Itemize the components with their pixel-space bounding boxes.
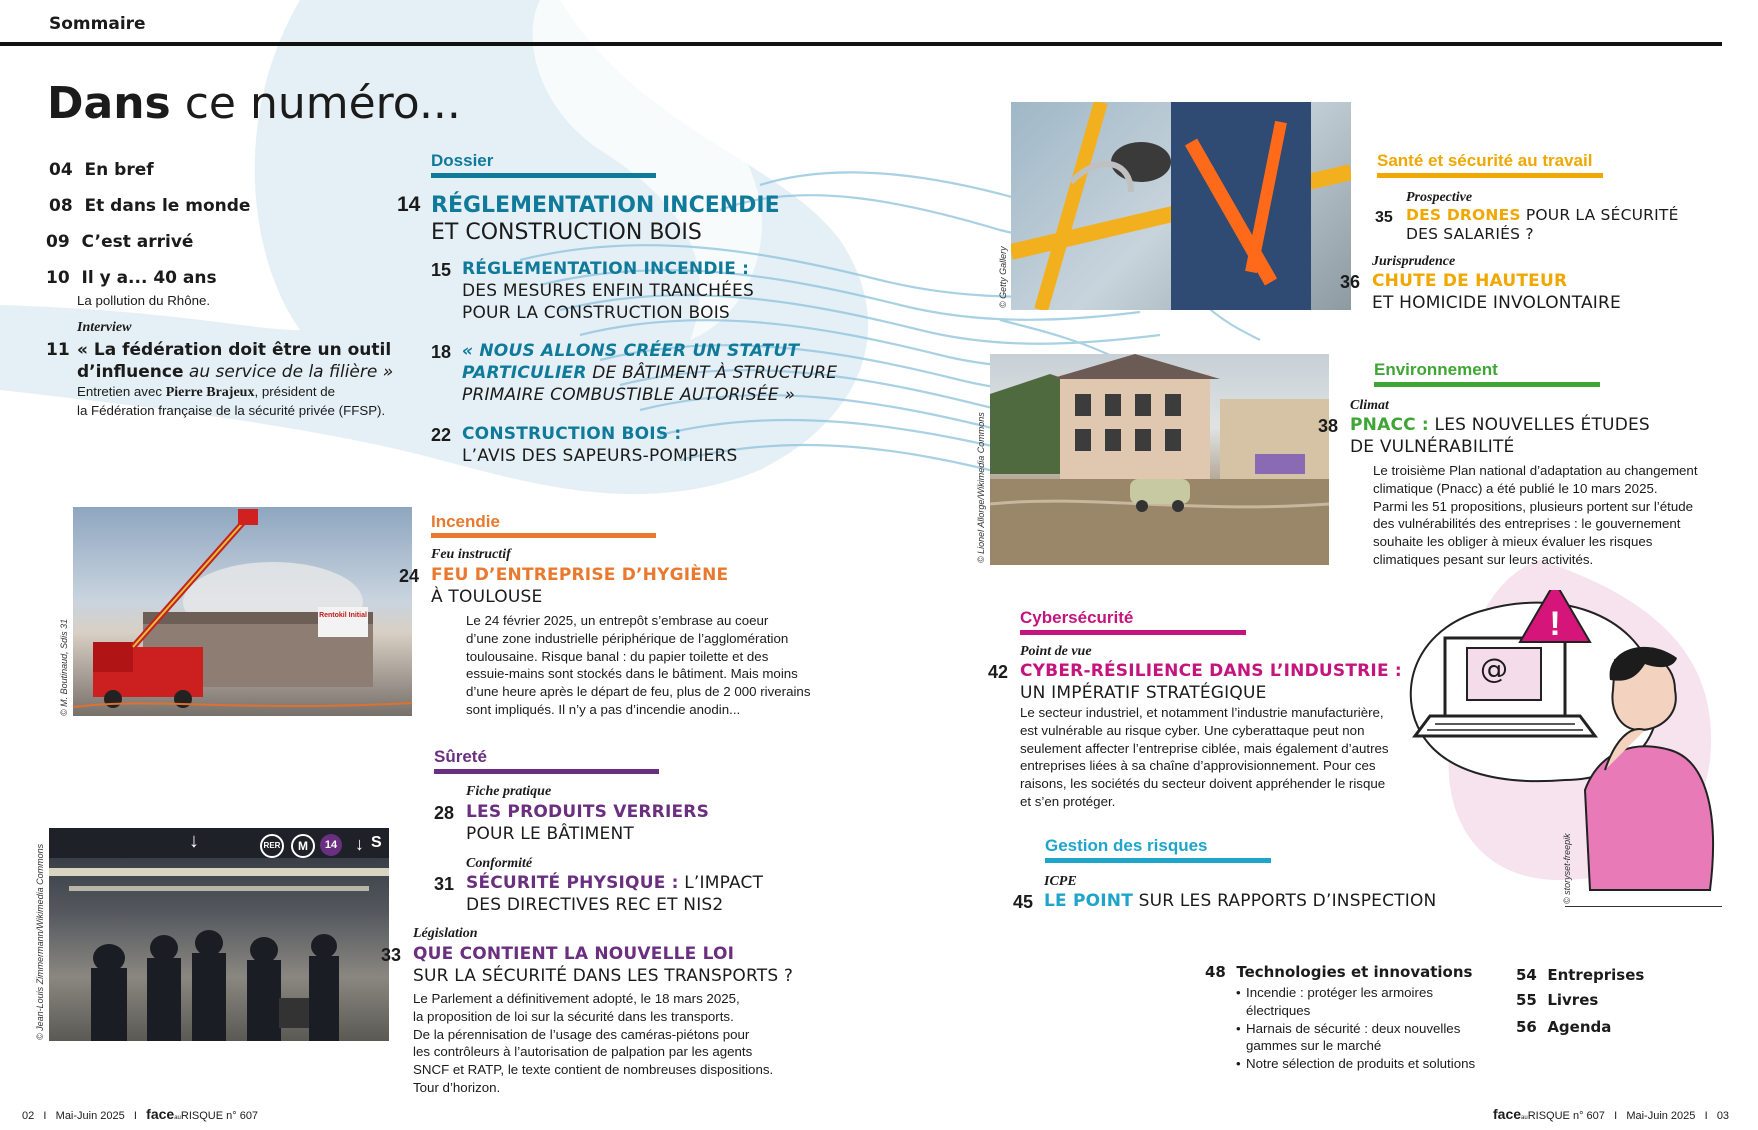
footer-brand-risque: RISQUE	[180, 1110, 224, 1122]
interview-desc-prefix: Entretien avec	[77, 384, 166, 399]
dossier-item-15-line3: POUR LA CONSTRUCTION BOIS	[462, 303, 730, 323]
tech-item[interactable]	[1205, 963, 1472, 981]
metro-sign-14: 14	[320, 834, 342, 856]
toc-number: 10	[46, 268, 70, 288]
sante-item-35-kicker: Prospective	[1406, 190, 1473, 205]
footer-brand	[1493, 1106, 1570, 1122]
environnement-body	[1373, 462, 1698, 569]
cyber-section-title: Cybersécurité	[1020, 608, 1134, 627]
footer-brand-face: face	[146, 1106, 175, 1122]
legislation-body-line: Tour d’horizon.	[413, 1079, 501, 1095]
dossier-item-18[interactable]	[462, 340, 837, 406]
cyber-at-icon: @	[1480, 652, 1508, 685]
interview-desc-name: Pierre Brajeux	[165, 385, 255, 400]
surete-item-28-sub: POUR LE BÂTIMENT	[466, 824, 634, 844]
incendie-body-line: d’une heure après le départ de feu, plus de 2 000 riverains	[466, 684, 811, 700]
flood-photo-credit: © Lionel Allorge/Wikimedia Commons	[976, 412, 986, 563]
footer-left	[22, 1106, 258, 1122]
gestion-title: LE POINT	[1044, 891, 1134, 911]
incendie-body	[466, 612, 810, 719]
cyber-illustration-baseline	[1565, 906, 1722, 907]
toc-number: 55	[1516, 991, 1537, 1009]
dossier-item-15-title: RÉGLEMENTATION INCENDIE :	[462, 259, 750, 279]
legislation-article[interactable]	[413, 943, 793, 987]
tech-bullet	[1236, 1055, 1496, 1073]
dossier-section-title: Dossier	[431, 151, 494, 170]
cyber-body-line: seulement affecter l’entreprise ciblée, mais également d’autres	[1020, 740, 1389, 756]
environnement-body-line: climatiques pesant sur leurs activités.	[1373, 551, 1594, 567]
surete-item-31-title: SÉCURITÉ PHYSIQUE :	[466, 873, 679, 893]
toc-number: 09	[46, 232, 70, 252]
sante-item-35-title: DES DRONES	[1406, 206, 1521, 224]
incendie-kicker: Feu instructif	[431, 547, 511, 562]
gestion-number: 45	[1013, 892, 1034, 912]
dossier-item-18-title-b-rest: DE BÂTIMENT À STRUCTURE	[586, 363, 838, 383]
toc-label: Entreprises	[1547, 966, 1645, 984]
interview-desc-suffix: , président de	[254, 384, 336, 399]
interview-desc	[77, 383, 385, 420]
surete-item-31-number: 31	[434, 874, 455, 894]
metro-photo	[49, 828, 389, 1041]
tech-bullet-text: électriques	[1246, 1002, 1311, 1018]
page-title-rest: ce numéro...	[170, 78, 461, 129]
toc-label: Agenda	[1547, 1018, 1612, 1036]
sante-section-rule	[1377, 173, 1603, 178]
dossier-item-22-title: CONSTRUCTION BOIS :	[462, 424, 682, 444]
sante-section-title: Santé et sécurité au travail	[1377, 151, 1593, 170]
warning-exclamation: !	[1549, 605, 1561, 643]
legislation-kicker: Législation	[413, 926, 478, 941]
interview-title-line2	[77, 361, 393, 383]
toc-number: 56	[1516, 1018, 1537, 1036]
footer-separator: I	[1614, 1110, 1618, 1122]
toc-item-08[interactable]	[49, 196, 250, 216]
sante-item-35-sub: DES SALARIÉS ?	[1406, 225, 1534, 243]
surete-item-28-title: LES PRODUITS VERRIERS	[466, 802, 710, 822]
metro-sign-rer: RER	[260, 834, 284, 858]
flood-photo	[990, 354, 1329, 565]
cyber-body	[1020, 704, 1389, 811]
dossier-main-title[interactable]	[431, 192, 780, 246]
tech-bullet-text: gammes sur le marché	[1246, 1038, 1382, 1054]
cyber-illustration-credit: © storyset-freepik	[1562, 833, 1572, 904]
toc-item-09[interactable]	[46, 232, 193, 252]
incendie-body-line: sont impliqués. Il n’y a pas d’incendie anodin...	[466, 701, 741, 717]
surete-item-28-number: 28	[434, 803, 455, 823]
footer-issue: n° 607	[1572, 1110, 1605, 1122]
sante-item-35-title-rest: POUR LA SÉCURITÉ	[1520, 206, 1679, 224]
legislation-body-line: la proposition de loi sur la sécurité dans les transports.	[413, 1008, 734, 1024]
dossier-item-18-number: 18	[431, 342, 452, 362]
header-rule	[0, 42, 1722, 46]
environnement-body-line: Parmi les 51 propositions, plusieurs portent sur l’étude	[1373, 498, 1694, 514]
toc-number: 54	[1516, 966, 1537, 984]
cyber-body-line: et s’en protéger.	[1020, 793, 1116, 809]
environnement-article[interactable]	[1350, 414, 1650, 458]
dossier-main-title-line1: RÉGLEMENTATION INCENDIE	[431, 193, 780, 218]
surete-item-31-sub: DES DIRECTIVES REC ET NIS2	[466, 895, 724, 915]
incendie-body-line: Le 24 février 2025, un entrepôt s’embrase au coeur	[466, 613, 769, 628]
interview-number: 11	[46, 340, 70, 360]
surete-item-31-kicker: Conformité	[466, 856, 533, 871]
sante-item-35[interactable]	[1406, 206, 1679, 244]
gestion-title-rest: SUR LES RAPPORTS D’INSPECTION	[1133, 891, 1437, 911]
toc-item-54[interactable]	[1516, 966, 1644, 984]
environnement-sub: DE VULNÉRABILITÉ	[1350, 437, 1515, 457]
footer-issue: n° 607	[226, 1110, 259, 1122]
section-header: Sommaire	[49, 14, 146, 34]
gestion-kicker: ICPE	[1044, 874, 1077, 889]
sante-item-36[interactable]	[1372, 270, 1621, 314]
fire-truck-photo	[73, 507, 412, 716]
metro-sign-s: S	[371, 834, 382, 851]
dossier-section-rule	[431, 173, 656, 178]
environnement-title-rest: LES NOUVELLES ÉTUDES	[1428, 415, 1650, 435]
fire-photo-credit: © M. Boutinaud, Sdis 31	[59, 618, 69, 716]
footer-brand-au: au	[174, 1115, 181, 1121]
gestion-article[interactable]	[1044, 890, 1436, 912]
tech-bullet-text: Incendie : protéger les armoires	[1246, 985, 1433, 1000]
legislation-body-line: SNCF et RATP, le texte contient de nombreuses dispositions.	[413, 1062, 774, 1078]
cyber-number: 42	[988, 662, 1009, 682]
footer-page-number: 02	[22, 1110, 35, 1122]
environnement-number: 38	[1318, 416, 1339, 436]
environnement-body-line: souhaite les obliger à mieux évaluer les risques	[1373, 534, 1653, 550]
tech-bullet	[1236, 1020, 1496, 1056]
footer-page-number: 03	[1716, 1110, 1730, 1122]
environnement-body-line: climatique (Pnacc) a été publié le 10 mars 2025.	[1373, 480, 1658, 496]
cyber-title: CYBER-RÉSILIENCE DANS L’INDUSTRIE :	[1020, 661, 1402, 681]
dossier-item-15[interactable]	[462, 258, 754, 324]
harness-photo	[1011, 102, 1351, 310]
incendie-body-line: toulousaine. Risque banal : du papier toilette et des	[466, 648, 769, 664]
surete-section-title: Sûreté	[434, 747, 487, 766]
page-title	[47, 78, 461, 129]
toc-label: En bref	[84, 160, 154, 180]
metro-down-arrow-icon: ↓	[355, 834, 364, 854]
incendie-number: 24	[399, 566, 420, 586]
dossier-item-15-line2: DES MESURES ENFIN TRANCHÉES	[462, 281, 754, 301]
legislation-number: 33	[381, 945, 402, 965]
legislation-sub: SUR LA SÉCURITÉ DANS LES TRANSPORTS ?	[413, 966, 794, 986]
interview-kicker: Interview	[77, 320, 132, 335]
toc-label: C’est arrivé	[81, 232, 194, 252]
incendie-section-title: Incendie	[431, 512, 500, 531]
toc-label: Il y a... 40 ans	[81, 268, 217, 288]
interview-title[interactable]	[77, 339, 393, 383]
dossier-main-number: 14	[397, 193, 421, 216]
footer-brand	[146, 1106, 224, 1122]
footer-right	[1493, 1106, 1729, 1122]
interview-title-italic: au service de la filière »	[183, 362, 394, 382]
sante-item-36-sub: ET HOMICIDE INVOLONTAIRE	[1372, 293, 1621, 313]
environnement-body-line: Le troisième Plan national d’adaptation au changement	[1373, 463, 1698, 478]
dossier-item-22-number: 22	[431, 425, 452, 445]
toc-item-10[interactable]	[46, 268, 217, 288]
cyber-body-line: entreprises liées à sa chaîne d’approvisionnement. Pour ces	[1020, 758, 1376, 774]
interview-title-line1: « La fédération doit être un outil	[77, 340, 392, 360]
gestion-section-rule	[1045, 858, 1271, 863]
dossier-item-18-title-a: « NOUS ALLONS CRÉER UN STATUT	[462, 341, 800, 361]
toc-item-10-sub: La pollution du Rhône.	[77, 293, 211, 308]
cyber-kicker: Point de vue	[1020, 644, 1092, 659]
metro-down-arrow-icon: ↓	[189, 830, 199, 852]
toc-item-04[interactable]	[49, 160, 154, 180]
legislation-body-line: De la pérennisation de l’usage des caméras-piétons pour	[413, 1026, 750, 1042]
legislation-title: QUE CONTIENT LA NOUVELLE LOI	[413, 944, 735, 964]
toc-number: 04	[49, 160, 73, 180]
footer-brand-face: face	[1493, 1106, 1522, 1122]
incendie-sub: À TOULOUSE	[431, 587, 543, 607]
footer-separator: I	[133, 1110, 137, 1122]
cyber-section-rule	[1020, 630, 1246, 635]
toc-label: Et dans le monde	[84, 196, 251, 216]
harness-photo-credit: © Getty Gallery	[998, 246, 1008, 308]
environnement-body-line: des vulnérabilités des entreprises : le gouvernement	[1373, 516, 1681, 532]
flood-illustration	[990, 354, 1329, 565]
fire-photo-sign: Rentokil Initial	[319, 612, 367, 619]
legislation-body-line: Le Parlement a définitivement adopté, le 18 mars 2025,	[413, 991, 740, 1006]
footer-brand-au: au	[1521, 1115, 1528, 1121]
legislation-body-line: les contrôleurs à l’autorisation de palpation par les agents	[413, 1044, 753, 1060]
incendie-body-line: essuie-mains sont stockés dans le bâtiment. Mais moins	[466, 666, 798, 682]
cyber-body-line: Le secteur industriel, et notamment l’industrie manufacturière,	[1020, 705, 1384, 720]
sante-item-36-kicker: Jurisprudence	[1372, 254, 1456, 269]
incendie-body-line: d’une zone industrielle périphérique de l’agglomération	[466, 630, 789, 646]
incendie-section-rule	[431, 533, 656, 538]
dossier-item-22-line2: L’AVIS DES SAPEURS-POMPIERS	[462, 446, 738, 466]
footer-separator: I	[1704, 1110, 1708, 1122]
sante-item-35-number: 35	[1375, 209, 1393, 226]
legislation-body	[413, 990, 773, 1097]
tech-title: Technologies et innovations	[1236, 963, 1473, 981]
sante-item-36-number: 36	[1340, 272, 1361, 292]
environnement-section-title: Environnement	[1374, 360, 1498, 379]
tech-bullet	[1236, 984, 1496, 1020]
environnement-title-line	[1350, 414, 1650, 436]
dossier-item-15-number: 15	[431, 260, 452, 280]
dossier-item-18-title-b: PARTICULIER	[462, 363, 587, 383]
toc-item-56[interactable]	[1516, 1018, 1611, 1036]
tech-bullet-text: Harnais de sécurité : deux nouvelles	[1246, 1020, 1461, 1036]
toc-number: 08	[49, 196, 73, 216]
gestion-section-title: Gestion des risques	[1045, 836, 1208, 855]
surete-item-31[interactable]	[466, 872, 763, 916]
tech-bullet-list	[1236, 984, 1496, 1073]
surete-item-28-kicker: Fiche pratique	[466, 784, 552, 799]
interview-title-bold: d’influence	[77, 362, 184, 382]
cyber-body-line: raisons, les sociétés du secteur doivent appréhender le risque	[1020, 776, 1386, 792]
sante-item-36-title: CHUTE DE HAUTEUR	[1372, 271, 1568, 291]
dossier-main-title-line2: ET CONSTRUCTION BOIS	[431, 220, 702, 245]
toc-label: Livres	[1547, 991, 1599, 1009]
metro-photo-credit: © Jean-Louis Zimmermann/Wikimedia Commons	[35, 843, 45, 1040]
environnement-title: PNACC :	[1350, 415, 1429, 435]
toc-item-55[interactable]	[1516, 991, 1598, 1009]
metro-illustration	[49, 828, 389, 1041]
surete-item-28[interactable]	[466, 801, 709, 845]
surete-item-31-title-rest: L’IMPACT	[678, 873, 764, 893]
footer-brand-risque: RISQUE	[1527, 1110, 1570, 1122]
surete-item-31-title-line	[466, 872, 763, 894]
page-title-bold: Dans	[47, 78, 171, 129]
tech-bullet-text: Notre sélection de produits et solutions	[1246, 1056, 1476, 1072]
sante-item-35-title-line	[1406, 206, 1679, 225]
environnement-kicker: Climat	[1350, 398, 1389, 413]
incendie-article[interactable]	[431, 564, 728, 608]
cyber-article[interactable]	[1020, 660, 1402, 704]
metro-sign-m: M	[291, 834, 315, 858]
cyber-body-line: est vulnérable au risque cyber. Une cyberattaque peut non	[1020, 722, 1365, 738]
harness-illustration	[1011, 102, 1351, 310]
footer-date: Mai-Juin 2025	[1626, 1110, 1696, 1122]
surete-section-rule	[434, 769, 659, 774]
tech-number: 48	[1205, 963, 1226, 981]
interview-desc-line2: la Fédération française de la sécurité privée (FFSP).	[77, 402, 386, 418]
dossier-item-22[interactable]	[462, 423, 738, 467]
dossier-item-18-line2	[462, 362, 837, 384]
footer-separator: I	[43, 1110, 47, 1122]
environnement-section-rule	[1374, 382, 1600, 387]
dossier-item-18-line3: PRIMAIRE COMBUSTIBLE AUTORISÉE »	[462, 385, 796, 405]
cyber-sub: UN IMPÉRATIF STRATÉGIQUE	[1020, 683, 1267, 703]
footer-date: Mai-Juin 2025	[55, 1110, 125, 1122]
incendie-title: FEU D’ENTREPRISE D’HYGIÈNE	[431, 565, 729, 585]
